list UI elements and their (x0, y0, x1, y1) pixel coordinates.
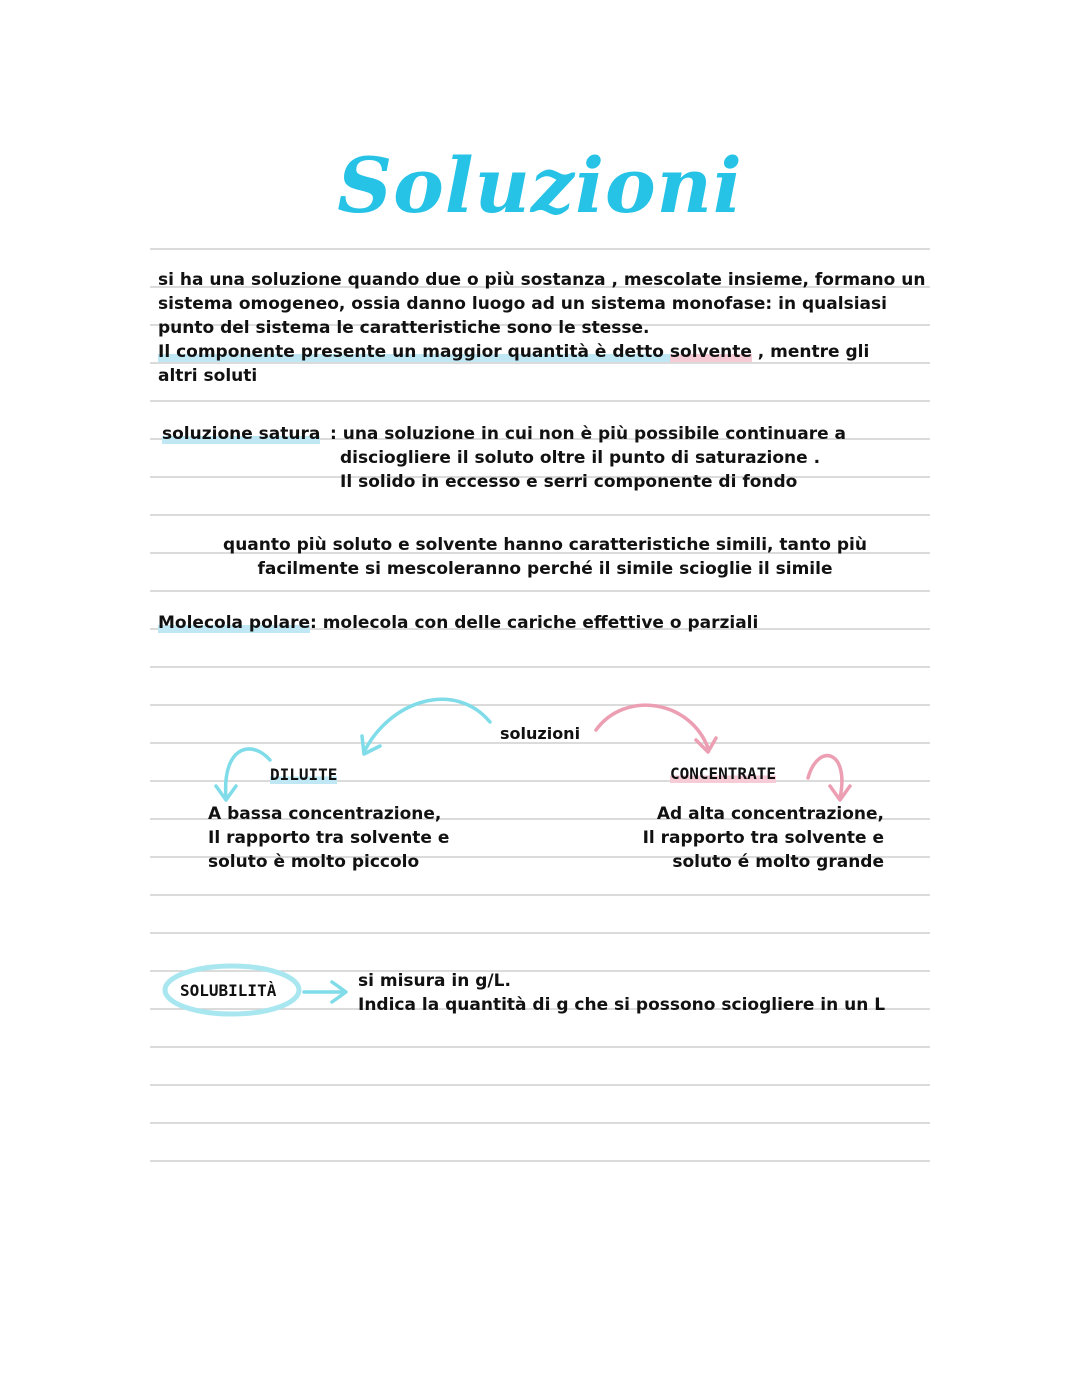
satura-line-1: : una soluzione in cui non è più possibile continuare a (330, 424, 847, 444)
simile-line-2: facilmente si mescoleranno perché il simile scioglie il simile (257, 559, 833, 579)
simile-line-1: quanto più soluto e solvente hanno caratteristiche simili, tanto più (223, 535, 867, 555)
diagram-root: soluzioni (500, 724, 581, 743)
arrow-to-diluite (364, 699, 490, 752)
arrow-concentrate-down-head (830, 786, 850, 800)
satura-line-2: disciogliere il soluto oltre il punto di saturazione . (340, 448, 821, 468)
intro-line-4 (158, 340, 869, 364)
diluite-label-text: DILUITE (270, 765, 338, 784)
arrow-diluite-down-head (216, 786, 236, 800)
intro-line-2: sistema omogeneo, ossia danno luogo ad un sistema monofase: in qualsiasi (158, 294, 887, 314)
arrow-diluite-down (226, 749, 270, 798)
diluite-label (270, 764, 337, 786)
satura-line-3: Il solido in eccesso e serri componente di fondo (340, 472, 798, 492)
concentrate-line-3: soluto é molto grande (672, 852, 884, 872)
arrow-to-concentrate-head (696, 738, 716, 752)
arrow-concentrate-down (808, 756, 842, 798)
intro-line-3: punto del sistema le caratteristiche sono le stesse. (158, 318, 650, 338)
page-title: Soluzioni (337, 141, 743, 230)
concentrate-label-text: CONCENTRATE (670, 764, 776, 783)
polare-term: Molecola polare (158, 613, 310, 633)
intro-line-4-end: , mentre gli (751, 342, 870, 362)
polare-definition (158, 611, 758, 635)
diluite-line-2: Il rapporto tra solvente e (208, 828, 450, 848)
satura-term (162, 422, 320, 446)
concentrate-line-2: Il rapporto tra solvente e (642, 828, 884, 848)
intro-highlight-text: Il componente presente un maggior quantità è detto (158, 342, 670, 362)
solubilita-arrow-head (332, 982, 346, 1002)
diluite-line-1: A bassa concentrazione, (208, 804, 442, 824)
diluite-line-3: soluto è molto piccolo (208, 852, 420, 872)
concentrate-line-1: Ad alta concentrazione, (656, 804, 884, 824)
arrow-to-concentrate (596, 705, 708, 748)
intro-line-5: altri soluti (158, 366, 258, 386)
solubilita-label: SOLUBILITÀ (180, 981, 277, 1000)
concentrate-label (670, 763, 776, 785)
intro-line-1: si ha una soluzione quando due o più sostanza , mescolate insieme, formano un (158, 270, 926, 290)
arrow-to-diluite-head (362, 736, 380, 754)
solubilita-line-2: Indica la quantità di g che si possono sciogliere in un L (358, 995, 886, 1015)
solubilita-line-1: si misura in g/L. (358, 971, 511, 991)
solvente-term: solvente (669, 342, 752, 362)
polare-definition-text: : molecola con delle cariche effettive o parziali (310, 613, 759, 633)
satura-term-label: soluzione satura (162, 424, 321, 444)
